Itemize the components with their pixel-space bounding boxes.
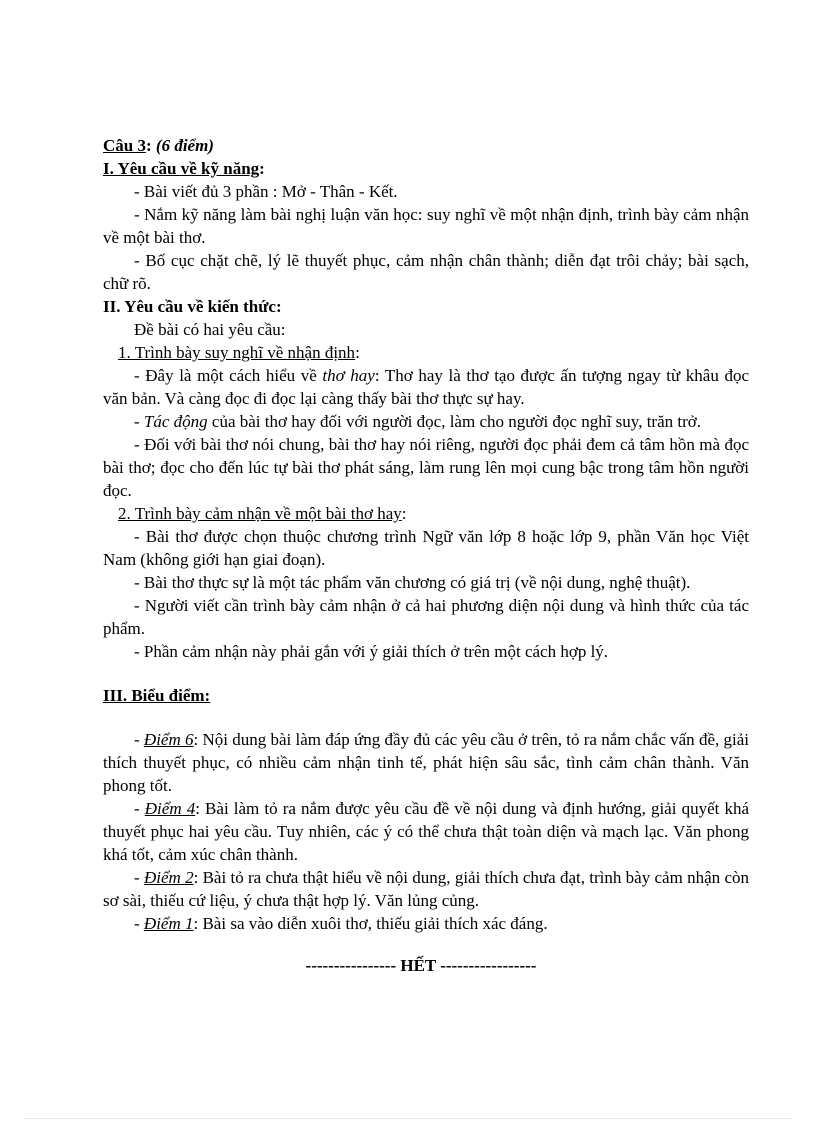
section-3-title: III. Biểu điểm: [103, 686, 211, 705]
part-2-heading: 2. Trình bày cảm nhận về một bài thơ hay: [118, 504, 407, 523]
document-page [103, 134, 749, 977]
part-2-item-4: - Phần cảm nhận này phải gắn với ý giải thích ở trên một cách hợp lý. [134, 642, 609, 661]
spacer [103, 707, 749, 728]
end-marker: ---------------- HẾT ----------------- [305, 956, 537, 975]
skill-item-3: - Bố cục chặt chẽ, lý lẽ thuyết phục, cảm nhận chân thành; diễn đạt trôi chảy; bài sạch, chữ rõ. [103, 251, 749, 293]
question-heading: Câu 3: (6 điểm) [103, 136, 214, 155]
skill-item-1: - Bài viết đủ 3 phần : Mở - Thân - Kết. [134, 182, 398, 201]
score-label: Điểm 4 [144, 799, 196, 818]
part-1-item-1: - Đây là một cách hiểu về thơ hay: Thơ hay là thơ tạo được ấn tượng ngay từ khâu đọc văn bản. Và càng đọc đi đọc lại càng thấy bài thơ thực sự hay. [103, 366, 749, 408]
score-item-4: - Điểm 4: Bài làm tỏ ra nắm được yêu cầu đề về nội dung và định hướng, giải quyết khá thuyết phục hai yêu cầu. Tuy nhiên, các ý có thể chưa thật toàn diện và mạch lạc. Văn phong khá tốt, cảm xúc chân thành. [103, 799, 749, 864]
part-1-item-2: - Tác động của bài thơ hay đối với người đọc, làm cho người đọc nghĩ suy, trăn trở. [134, 412, 701, 431]
question-label: Câu 3 [103, 136, 146, 155]
part-1-item-3: - Đối với bài thơ nói chung, bài thơ hay nói riêng, người đọc phải đem cả tâm hồn mà đọc bài thơ; đọc cho đến lúc tự bài thơ phát sáng, làm rung lên mọi cung bậc trong tâm hồn người đọc. [103, 435, 749, 500]
part-1-heading: 1. Trình bày suy nghĩ về nhận định: [118, 343, 360, 362]
score-label: Điểm 2 [143, 868, 194, 887]
part-2-item-3: - Người viết cần trình bày cảm nhận ở cả hai phương diện nội dung và hình thức của tác phẩm. [103, 596, 749, 638]
part-2-item-1: - Bài thơ được chọn thuộc chương trình Ngữ văn lớp 8 hoặc lớp 9, phần Văn học Việt Nam (không giới hạn giai đoạn). [103, 527, 749, 569]
section-2-title: II. Yêu cầu về kiến thức: [103, 297, 282, 316]
skill-item-2: - Nắm kỹ năng làm bài nghị luận văn học: suy nghĩ về một nhận định, trình bày cảm nhận về một bài thơ. [103, 205, 749, 247]
score-item-6: - Điểm 6: Nội dung bài làm đáp ứng đầy đủ các yêu cầu ở trên, tỏ ra nắm chắc vấn đề, giải thích thuyết phục, có nhiều cảm nhận tinh tế, phát hiện sâu sắc, tình cảm chân thành. Văn phong tốt. [103, 730, 749, 795]
spacer [103, 663, 749, 684]
page-bottom-divider [25, 1118, 791, 1119]
score-item-2: - Điểm 2: Bài tỏ ra chưa thật hiểu về nội dung, giải thích chưa đạt, trình bày cảm nhận còn sơ sài, thiếu cứ liệu, ý chưa thật hợp lý. Văn lủng củng. [103, 868, 749, 910]
part-2-item-2: - Bài thơ thực sự là một tác phẩm văn chương có giá trị (về nội dung, nghệ thuật). [134, 573, 691, 592]
score-item-1: - Điểm 1: Bài sa vào diễn xuôi thơ, thiếu giải thích xác đáng. [134, 914, 548, 933]
score-label: Điểm 1 [143, 914, 194, 933]
section-1-title: I. Yêu cầu về kỹ năng: [103, 159, 265, 178]
score-label: Điểm 6 [143, 730, 194, 749]
section-2-intro: Đề bài có hai yêu cầu: [134, 320, 286, 339]
question-points: (6 điểm) [155, 136, 214, 155]
